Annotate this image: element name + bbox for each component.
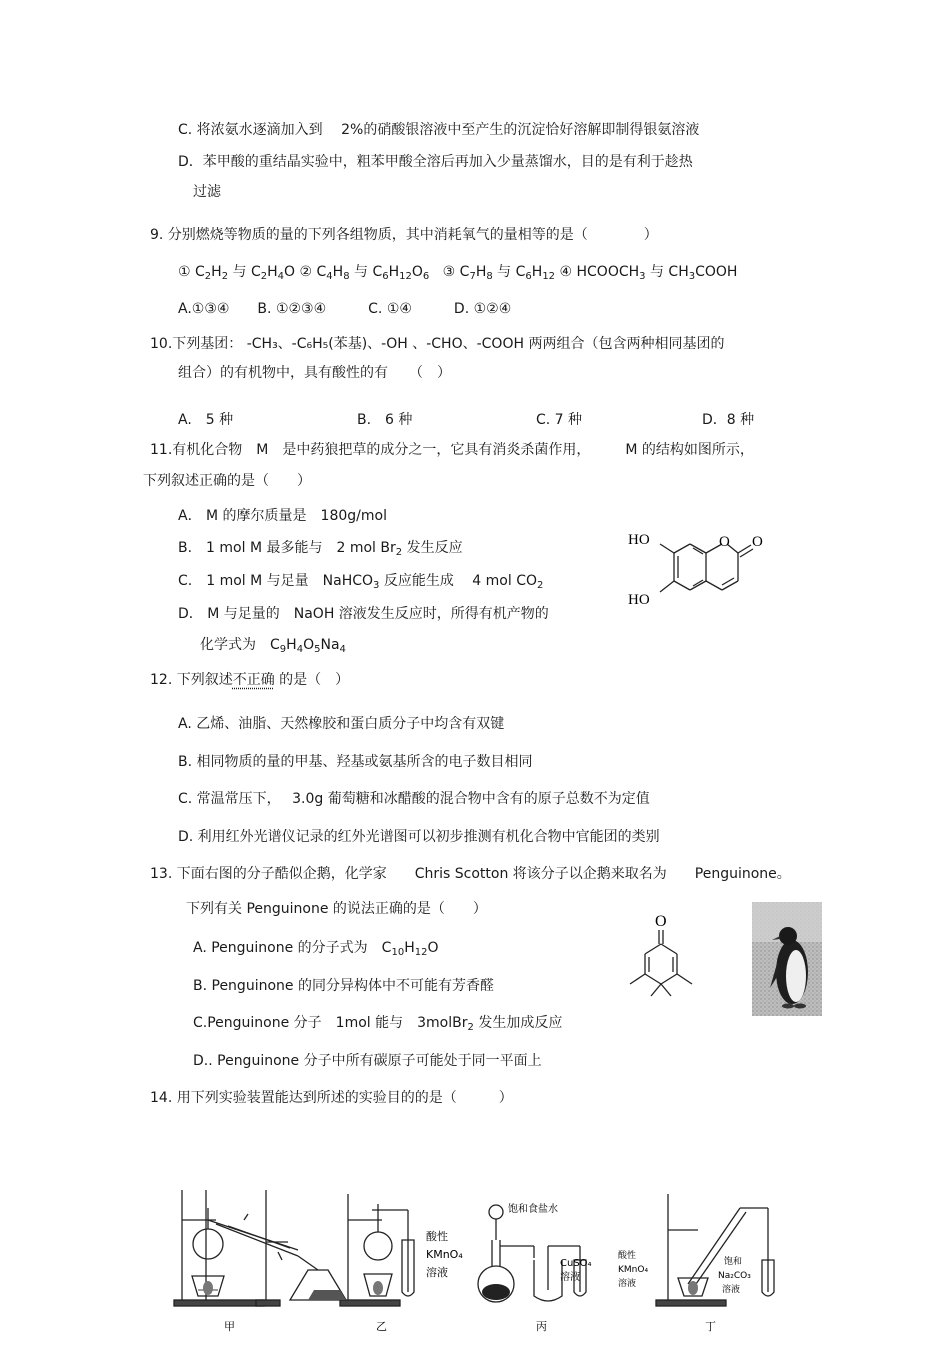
q9-options: A.①③④ B. ①②③④ C. ①④ D. ①②④ <box>178 301 512 317</box>
q10-stem-line1: 10.下列基团： -CH₃、-C₆H₅(苯基)、-OH 、-CHO、-COOH 两两组合（包含两种相同基团的 <box>150 336 725 352</box>
q11-option-c: C. 1 mol M 与足量 NaHCO$_3$ 反应能生成 4 mol $CO_2$ <box>178 573 544 591</box>
q8-option-c: C. 将浓氨水逐滴加入到 2%的硝酸银溶液中至产生的沉淀恰好溶解即制得银氨溶液 <box>178 122 700 138</box>
q13-penguinone-structure <box>622 908 702 1000</box>
q10-stem-line2: 组合）的有机物中，具有酸性的有 （ ） <box>178 365 451 381</box>
q11-fig-carbonyl-oxygen: O <box>752 534 763 550</box>
q11-option-a: A． M 的摩尔质量是 180g/mol <box>178 508 387 524</box>
q9-stem: 9. 分别燃烧等物质的量的下列各组物质，其中消耗氧气的量相等的是（ ） <box>150 227 658 243</box>
bing-cuso4-line1: CuSO₄ <box>560 1258 592 1269</box>
q13-stem-line2: 下列有关 Penguinone 的说法正确的是（ ） <box>186 901 487 917</box>
ding-na2co3-line1: 饱和 <box>724 1257 743 1267</box>
q13-stem-line1: 13. 下面右图的分子酷似企鹅，化学家 Chris Scotton 将该分子以企鹅来取名为 Penguinone。 <box>150 866 791 882</box>
q11-option-d-line1: D． M 与足量的 NaOH 溶液发生反应时，所得有机产物的 <box>178 606 549 622</box>
q12-option-b: B. 相同物质的量的甲基、羟基或氨基所含的电子数目相同 <box>178 754 533 770</box>
q13-option-c: C.Penguinone 分子 1mol 能与 3molBr$_2$ 发生加成反应 <box>193 1015 563 1033</box>
q10-option-a: A. 5 种 <box>178 412 234 428</box>
yi-kmno4-line2: KMnO₄ <box>426 1248 463 1261</box>
q11-option-d-line2: 化学式为 $C_9H_4O_5Na_4$ <box>200 637 346 655</box>
yi-kmno4-line3: 溶液 <box>426 1266 448 1279</box>
q10-option-c: C. 7 种 <box>536 412 583 428</box>
yi-kmno4-line1: 酸性 <box>426 1230 448 1243</box>
q13-option-b: B. Penguinone 的同分异构体中不可能有芳香醛 <box>193 978 494 994</box>
q13-fig-oxygen: O <box>655 913 667 930</box>
q12-stem <box>150 670 349 690</box>
bing-kmno4-line1: 酸性 <box>618 1251 637 1261</box>
q8-option-d-line2: 过滤 <box>193 184 221 200</box>
q11-stem-line2: 下列叙述正确的是（ ） <box>143 473 311 489</box>
q12-option-a: A. 乙烯、油脂、天然橡胶和蛋白质分子中均含有双键 <box>178 716 505 732</box>
label-ding: 丁 <box>705 1320 716 1333</box>
q14-stem: 14. 用下列实验装置能达到所述的实验目的的是（ ） <box>150 1090 513 1106</box>
bing-kmno4-line2: KMnO₄ <box>618 1265 649 1275</box>
q12-stem-emphasis: 不正确 <box>232 672 275 688</box>
q11-fig-ho-bottom: HO <box>628 592 650 608</box>
q13-option-a: A. Penguinone 的分子式为 $C_{10}H_{12}O$ <box>193 940 439 958</box>
q13-option-d: D.. Penguinone 分子中所有碳原子可能处于同一平面上 <box>193 1053 542 1069</box>
q11-fig-ring-oxygen: O <box>719 534 730 550</box>
q11-fig-ho-top: HO <box>628 532 650 548</box>
apparatus-jia <box>174 1190 346 1306</box>
q12-option-d: D. 利用红外光谱仪记录的红外光谱图可以初步推测有机化合物中官能团的类别 <box>178 829 660 845</box>
q10-option-d: D．8 种 <box>702 412 755 428</box>
ding-na2co3-line3: 溶液 <box>722 1285 741 1295</box>
bing-brine-label: 饱和食盐水 <box>508 1204 558 1215</box>
q13-penguin-photo <box>752 902 822 1016</box>
q12-option-c: C. 常温常压下， 3.0g 葡萄糖和冰醋酸的混合物中含有的原子总数不为定值 <box>178 791 650 807</box>
q8-option-d-line1: D．苯甲酸的重结晶实验中，粗苯甲酸全溶后再加入少量蒸馏水，目的是有利于趁热 <box>178 154 693 170</box>
q10-option-b: B. 6 种 <box>357 412 413 428</box>
bing-kmno4-line3: 溶液 <box>618 1279 637 1289</box>
label-yi: 乙 <box>376 1320 387 1333</box>
label-jia: 甲 <box>224 1320 235 1333</box>
q11-option-b: B. 1 mol M 最多能与 2 mol $Br_2$ 发生反应 <box>178 540 463 558</box>
q11-structure-figure <box>622 522 772 614</box>
q9-groups: ① $C_2H_2$ 与 $C_2H_4O$ ② $C_4H_8$ 与 $C_6H_{12}O_6$ ③ $C_7H_8$ 与 $C_6H_{12}$ ④ $HCOOCH_3$ 与 $CH_3COOH$ <box>178 264 738 282</box>
q12-stem-post: 的是（ ） <box>274 672 350 688</box>
q14-apparatus-figure <box>168 1180 788 1335</box>
label-bing: 丙 <box>536 1320 547 1333</box>
q12-stem-pre: 12. 下列叙述 <box>150 672 233 688</box>
apparatus-ding <box>656 1194 774 1306</box>
q11-stem-line1: 11.有机化合物 M 是中药狼把草的成分之一，它具有消炎杀菌作用， M 的结构如图所示， <box>150 442 754 458</box>
ding-na2co3-line2: Na₂CO₃ <box>718 1271 751 1281</box>
bing-cuso4-line2: 溶液 <box>560 1272 580 1283</box>
